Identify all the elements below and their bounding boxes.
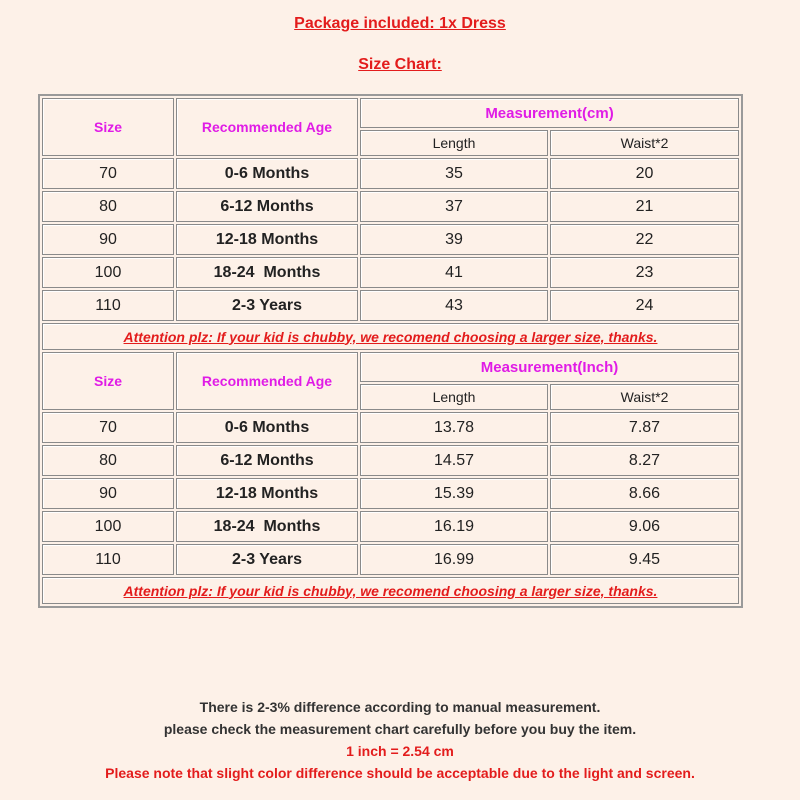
cell-size: 100	[42, 511, 174, 542]
cell-size: 90	[42, 478, 174, 509]
note-measurement-difference: There is 2-3% difference according to manual measurement.	[199, 699, 601, 715]
cell-waist: 21	[550, 191, 739, 222]
cell-length: 41	[360, 257, 548, 288]
table-row	[42, 445, 739, 476]
cell-length: 13.78	[360, 412, 548, 443]
cell-age: 0-6 Months	[176, 412, 358, 443]
cell-waist: 23	[550, 257, 739, 288]
cell-waist: 8.27	[550, 445, 739, 476]
cell-length: 16.99	[360, 544, 548, 575]
header-length-cm: Length	[360, 130, 548, 156]
table-row	[42, 191, 739, 222]
cell-age: 2-3 Years	[176, 290, 358, 321]
cell-length: 35	[360, 158, 548, 189]
table-row	[42, 257, 739, 288]
table-row	[42, 544, 739, 575]
header-waist-cm: Waist*2	[550, 130, 739, 156]
header-waist-inch: Waist*2	[550, 384, 739, 410]
cell-length: 14.57	[360, 445, 548, 476]
package-included-title: Package included: 1x Dress	[294, 15, 506, 32]
header-recommended-age-cm: Recommended Age	[176, 98, 358, 156]
cell-age: 0-6 Months	[176, 158, 358, 189]
cell-size: 80	[42, 191, 174, 222]
header-recommended-age-inch: Recommended Age	[176, 352, 358, 410]
header-length-inch: Length	[360, 384, 548, 410]
cell-waist: 7.87	[550, 412, 739, 443]
cell-size: 80	[42, 445, 174, 476]
cell-length: 15.39	[360, 478, 548, 509]
cell-waist: 22	[550, 224, 739, 255]
cell-age: 18-24 Months	[176, 257, 358, 288]
cell-length: 16.19	[360, 511, 548, 542]
cell-age: 2-3 Years	[176, 544, 358, 575]
table-row	[42, 290, 739, 321]
size-chart-table	[38, 94, 743, 608]
cell-age: 18-24 Months	[176, 511, 358, 542]
size-chart-title: Size Chart:	[358, 56, 442, 73]
cell-size: 110	[42, 290, 174, 321]
header-measurement-cm: Measurement(cm)	[360, 98, 739, 128]
attention-note-cm: Attention plz: If your kid is chubby, we recomend choosing a larger size, thanks.	[42, 323, 739, 350]
cell-waist: 20	[550, 158, 739, 189]
cell-waist: 8.66	[550, 478, 739, 509]
table-row	[42, 224, 739, 255]
cell-size: 70	[42, 412, 174, 443]
cell-waist: 9.06	[550, 511, 739, 542]
note-color-difference: Please note that slight color difference should be acceptable due to the light and screen.	[105, 765, 695, 781]
header-measurement-inch: Measurement(Inch)	[360, 352, 739, 382]
cell-age: 6-12 Months	[176, 445, 358, 476]
cell-size: 110	[42, 544, 174, 575]
cell-length: 39	[360, 224, 548, 255]
table-row	[42, 412, 739, 443]
header-size-cm: Size	[42, 98, 174, 156]
note-inch-conversion: 1 inch = 2.54 cm	[346, 743, 454, 759]
cell-size: 90	[42, 224, 174, 255]
cell-length: 37	[360, 191, 548, 222]
table-row	[42, 511, 739, 542]
cell-size: 70	[42, 158, 174, 189]
cell-waist: 24	[550, 290, 739, 321]
table-row	[42, 158, 739, 189]
note-check-chart: please check the measurement chart carefully before you buy the item.	[163, 721, 637, 737]
cell-waist: 9.45	[550, 544, 739, 575]
cell-age: 12-18 Months	[176, 478, 358, 509]
table-row	[42, 478, 739, 509]
cell-age: 6-12 Months	[176, 191, 358, 222]
cell-length: 43	[360, 290, 548, 321]
header-size-inch: Size	[42, 352, 174, 410]
cell-size: 100	[42, 257, 174, 288]
cell-age: 12-18 Months	[176, 224, 358, 255]
attention-note-inch: Attention plz: If your kid is chubby, we recomend choosing a larger size, thanks.	[42, 577, 739, 604]
